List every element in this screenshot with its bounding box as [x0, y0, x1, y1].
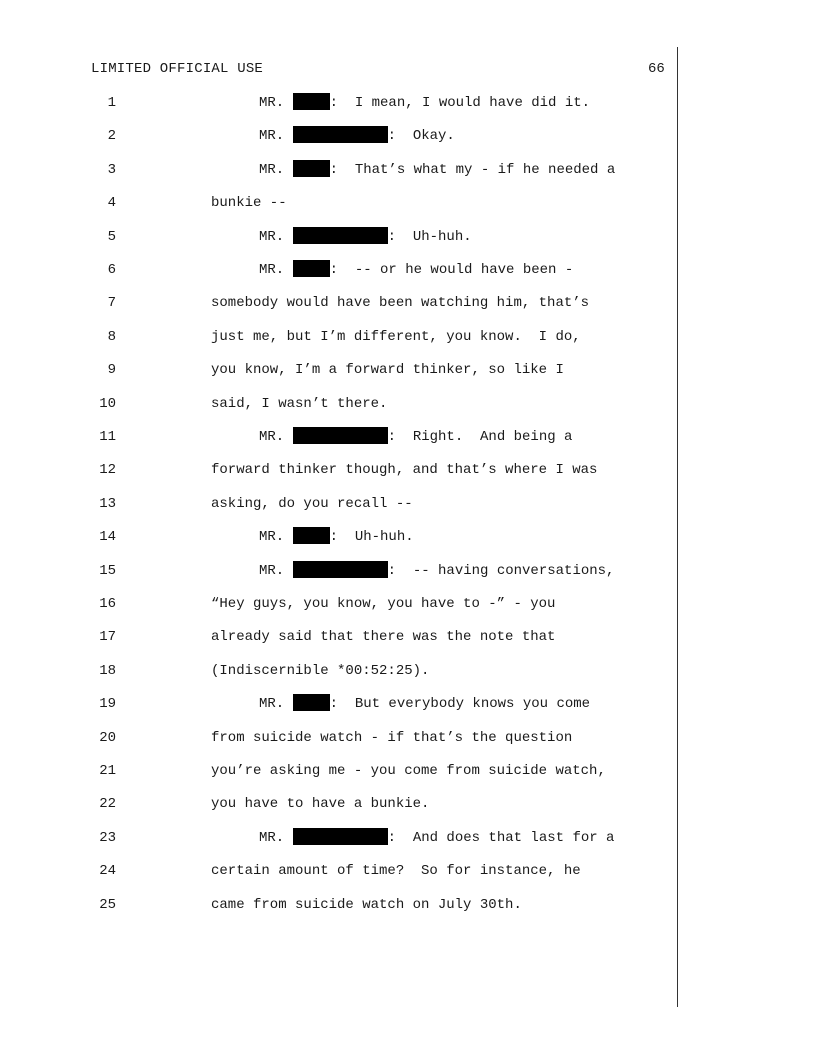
line-text: [211, 394, 387, 414]
line-text: [211, 594, 555, 614]
speaker-title: MR.: [259, 696, 293, 713]
line-number: 4: [107, 195, 116, 212]
transcript-line: [0, 527, 816, 547]
speaker-line: [259, 828, 614, 848]
transcript-line: [0, 126, 816, 146]
line-text: [211, 360, 564, 380]
page-header-classification: LIMITED OFFICIAL USE: [91, 61, 264, 77]
line-text: [211, 895, 522, 915]
spoken-text: : -- or he would have been -: [329, 262, 574, 278]
line-number: 2: [107, 128, 116, 145]
line-number: 15: [99, 562, 116, 579]
speaker-line: [259, 260, 573, 280]
transcript-line: [0, 193, 816, 213]
line-number: 8: [107, 328, 116, 345]
transcript-line: [0, 260, 816, 280]
speaker-title: MR.: [259, 529, 293, 546]
spoken-text: : But everybody knows you come: [329, 696, 591, 713]
redaction-box: [293, 427, 388, 444]
line-number: 9: [107, 362, 116, 379]
speaker-line: [259, 93, 590, 113]
line-number: 1: [107, 95, 116, 111]
line-number: 18: [99, 662, 116, 679]
spoken-text: : I mean, I would have did it.: [329, 95, 591, 111]
line-number: 6: [107, 262, 116, 278]
spoken-text: : And does that last for a: [387, 829, 615, 846]
line-text: [211, 460, 597, 480]
line-number: 7: [107, 295, 116, 312]
speaker-line: [259, 561, 614, 581]
line-text: [211, 761, 606, 781]
transcript-line: [0, 794, 816, 814]
line-number: 17: [99, 629, 116, 646]
line-number: 3: [107, 161, 116, 178]
speaker-title: MR.: [259, 262, 293, 278]
speaker-line: [259, 227, 472, 247]
transcript-line: [0, 861, 816, 881]
line-number: 19: [99, 696, 116, 713]
speaker-line: [259, 694, 590, 714]
speaker-title: MR.: [259, 562, 293, 579]
spoken-text: asking, do you recall --: [211, 495, 413, 512]
spoken-text: you have to have a bunkie.: [211, 796, 430, 813]
transcript-line: [0, 427, 816, 447]
spoken-text: just me, but I’m different, you know. I do,: [211, 328, 581, 345]
line-number: 14: [99, 529, 116, 546]
transcript-line: [0, 561, 816, 581]
line-text: [211, 661, 429, 681]
line-text: [211, 794, 429, 814]
spoken-text: : Right. And being a: [387, 429, 573, 445]
line-number: 24: [99, 863, 116, 880]
spoken-text: certain amount of time? So for instance, he: [211, 863, 581, 880]
transcript-line: [0, 293, 816, 313]
transcript-line: [0, 160, 816, 180]
spoken-text: somebody would have been watching him, that’s: [211, 295, 590, 312]
spoken-text: already said that there was the note that: [211, 629, 556, 646]
speaker-title: MR.: [259, 228, 293, 245]
transcript-line: [0, 227, 816, 247]
spoken-text: you know, I’m a forward thinker, so like I: [211, 362, 564, 379]
transcript-line: [0, 761, 816, 781]
speaker-line: [259, 126, 455, 146]
page-number: 66: [648, 61, 665, 77]
line-number: 5: [107, 228, 116, 245]
line-text: [211, 728, 572, 748]
speaker-title: MR.: [259, 128, 293, 145]
spoken-text: : -- having conversations,: [387, 562, 615, 579]
spoken-text: : Okay.: [387, 128, 455, 145]
line-text: [211, 861, 581, 881]
spoken-text: “Hey guys, you know, you have to -” - you: [211, 596, 556, 612]
transcript-line: [0, 594, 816, 614]
line-number: 10: [99, 395, 116, 412]
speaker-title: MR.: [259, 429, 293, 445]
speaker-line: [259, 160, 615, 180]
spoken-text: said, I wasn’t there.: [211, 395, 388, 412]
line-text: [211, 494, 413, 514]
speaker-line: [259, 527, 414, 547]
redaction-box: [293, 93, 330, 110]
speaker-title: MR.: [259, 829, 293, 846]
spoken-text: : Uh-huh.: [329, 529, 414, 546]
redaction-box: [293, 160, 330, 177]
transcript-line: [0, 828, 816, 848]
transcript-line: [0, 895, 816, 915]
line-text: [211, 327, 581, 347]
transcript-line: [0, 694, 816, 714]
transcript-line: [0, 460, 816, 480]
speaker-line: [259, 427, 572, 447]
line-number: 20: [99, 729, 116, 746]
line-number: 16: [99, 596, 116, 612]
spoken-text: you’re asking me - you come from suicide watch,: [211, 763, 606, 779]
line-number: 22: [99, 796, 116, 813]
line-text: [211, 293, 589, 313]
redaction-box: [293, 561, 388, 578]
redaction-box: [293, 828, 388, 845]
speaker-title: MR.: [259, 161, 293, 178]
line-number: 25: [99, 896, 116, 913]
spoken-text: bunkie --: [211, 195, 287, 212]
transcript-line: [0, 360, 816, 380]
line-text: [211, 193, 287, 213]
redaction-box: [293, 227, 388, 244]
spoken-text: forward thinker though, and that’s where I was: [211, 462, 598, 479]
spoken-text: came from suicide watch on July 30th.: [211, 896, 522, 913]
redaction-box: [293, 126, 388, 143]
line-number: 12: [99, 462, 116, 479]
redaction-box: [293, 694, 330, 711]
line-number: 13: [99, 495, 116, 512]
spoken-text: : That’s what my - if he needed a: [329, 161, 616, 178]
line-number: 21: [99, 763, 116, 779]
spoken-text: : Uh-huh.: [387, 228, 472, 245]
redaction-box: [293, 527, 330, 544]
transcript-line: [0, 93, 816, 113]
line-number: 11: [99, 429, 116, 445]
line-number: 23: [99, 829, 116, 846]
redaction-box: [293, 260, 330, 277]
transcript-line: [0, 494, 816, 514]
spoken-text: (Indiscernible *00:52:25).: [211, 662, 430, 679]
transcript-line: [0, 728, 816, 748]
line-text: [211, 627, 555, 647]
speaker-title: MR.: [259, 95, 293, 111]
transcript-line: [0, 394, 816, 414]
spoken-text: from suicide watch - if that’s the question: [211, 729, 573, 746]
transcript-line: [0, 627, 816, 647]
transcript-line: [0, 327, 816, 347]
transcript-line: [0, 661, 816, 681]
